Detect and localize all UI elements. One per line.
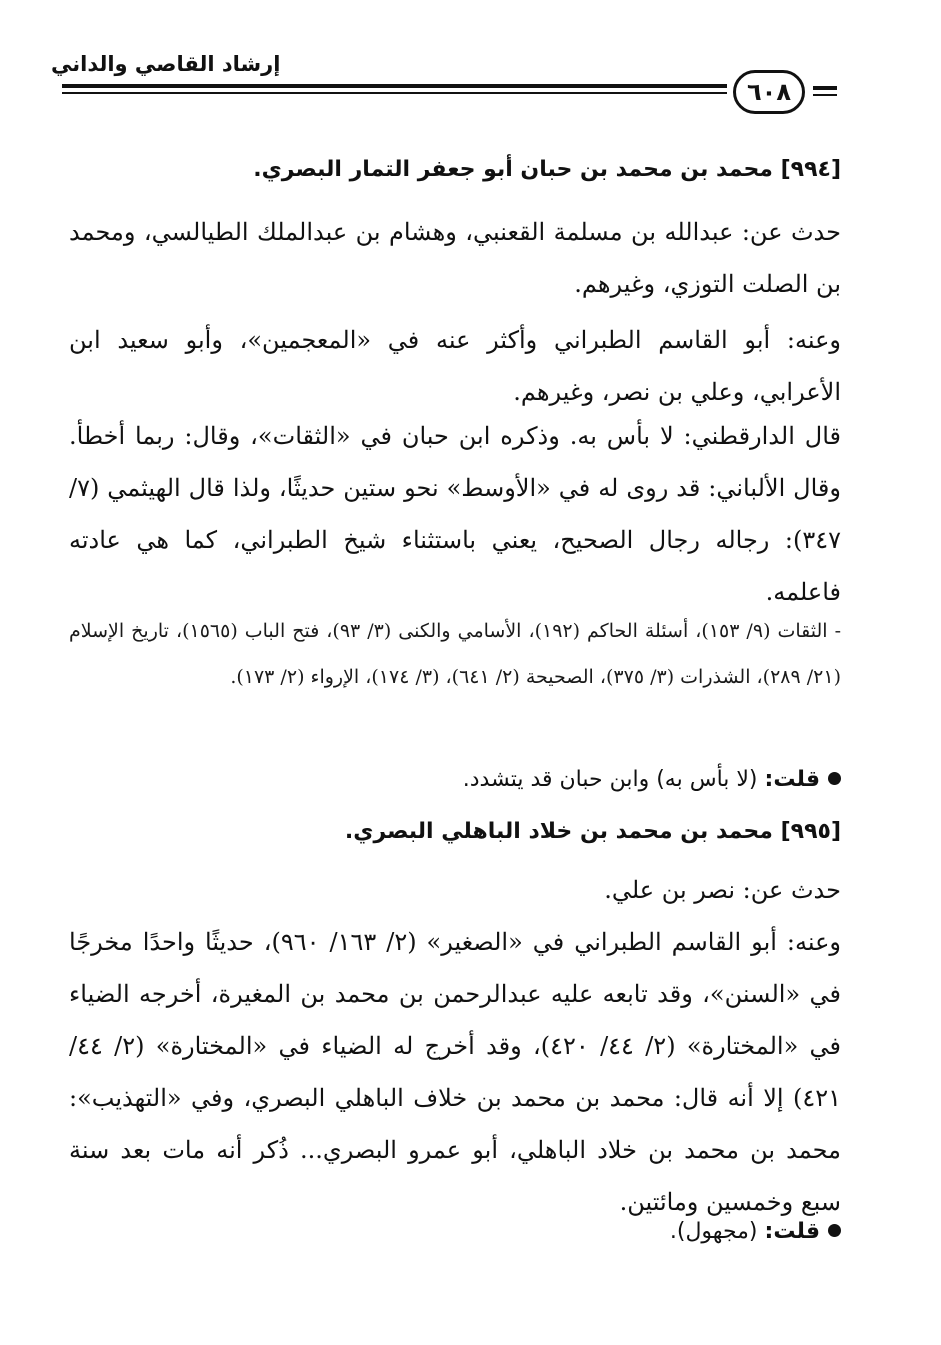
header-rule-thick bbox=[62, 84, 727, 88]
entry-heading: [٩٩٤] محمد بن محمد بن حبان أبو جعفر التمار البصري. bbox=[253, 157, 841, 182]
note-text: (مجهول). bbox=[669, 1219, 758, 1244]
entry-paragraph: وعنه: أبو القاسم الطبراني وأكثر عنه في «المعجمين»، وأبو سعيد ابن الأعرابي، وعلي بن نصر، وغيرهم. bbox=[69, 326, 841, 406]
page-number: ٦٠٨ bbox=[733, 70, 805, 114]
note-label: قلت: bbox=[764, 1219, 820, 1244]
header-dash-thin bbox=[813, 94, 837, 96]
running-title: إرشاد القاصي والداني bbox=[51, 52, 281, 76]
note-label: قلت: bbox=[764, 767, 820, 792]
header-dash bbox=[813, 86, 837, 90]
bullet-icon bbox=[828, 772, 841, 785]
bullet-icon bbox=[828, 1224, 841, 1237]
note-text: (لا بأس به) وابن حبان قد يتشدد. bbox=[462, 767, 758, 792]
entry-heading: [٩٩٥] محمد بن محمد بن خلاد الباهلي البصري. bbox=[344, 819, 841, 844]
references-footnote: - الثقات (٩/ ١٥٣)، أسئلة الحاكم (١٩٢)، الأسامي والكنى (٣/ ٩٣)، فتح الباب (١٥٦٥)، تاريخ الإسلام (٢١/ ٢٨٩)، الشذرات (٣/ ٣٧٥)، الصحيحة (٢/ ٦٤١)، (٣/ ١٧٤)، الإرواء (٢/ ١٧٣). bbox=[69, 620, 841, 688]
entry-paragraph: قال الدارقطني: لا بأس به. وذكره ابن حبان في «الثقات»، وقال: ربما أخطأ. وقال الألباني: قد روى له في «الأوسط» نحو ستين حديثًا، ولذا قال الهيثمي (٧/ ٣٤٧): رجاله رجال الصحيح، يعني باستثناء شيخ الطبراني، كما هي عادته فاعلمه. bbox=[69, 422, 841, 606]
entry-paragraph: حدث عن: عبدالله بن مسلمة القعنبي، وهشام بن عبدالملك الطيالسي، ومحمد بن الصلت التوزي، وغيرهم. bbox=[69, 218, 841, 298]
note-line bbox=[69, 760, 841, 800]
entry-paragraph: حدث عن: نصر بن علي. bbox=[604, 876, 841, 904]
header-rule-thin bbox=[62, 92, 727, 94]
entry-paragraph: وعنه: أبو القاسم الطبراني في «الصغير» (٢/ ١٦٣/ ٩٦٠)، حديثًا واحدًا مخرجًا في «السنن»، وقد تابعه عليه عبدالرحمن بن محمد بن المغيرة، أخرجه الضياء في «المختارة» (٢/ ٤٤/ ٤٢٠)، وقد أخرج له الضياء في «المختارة» (٢/ ٤٤/ ٤٢١) إلا أنه قال: محمد بن محمد بن خلاف الباهلي البصري، وفي «التهذيب»: محمد بن محمد بن خلاد الباهلي، أبو عمرو البصري... ذُكر أنه مات بعد سنة سبع وخمسين ومائتين. bbox=[69, 928, 842, 1216]
note-line bbox=[69, 1212, 841, 1252]
